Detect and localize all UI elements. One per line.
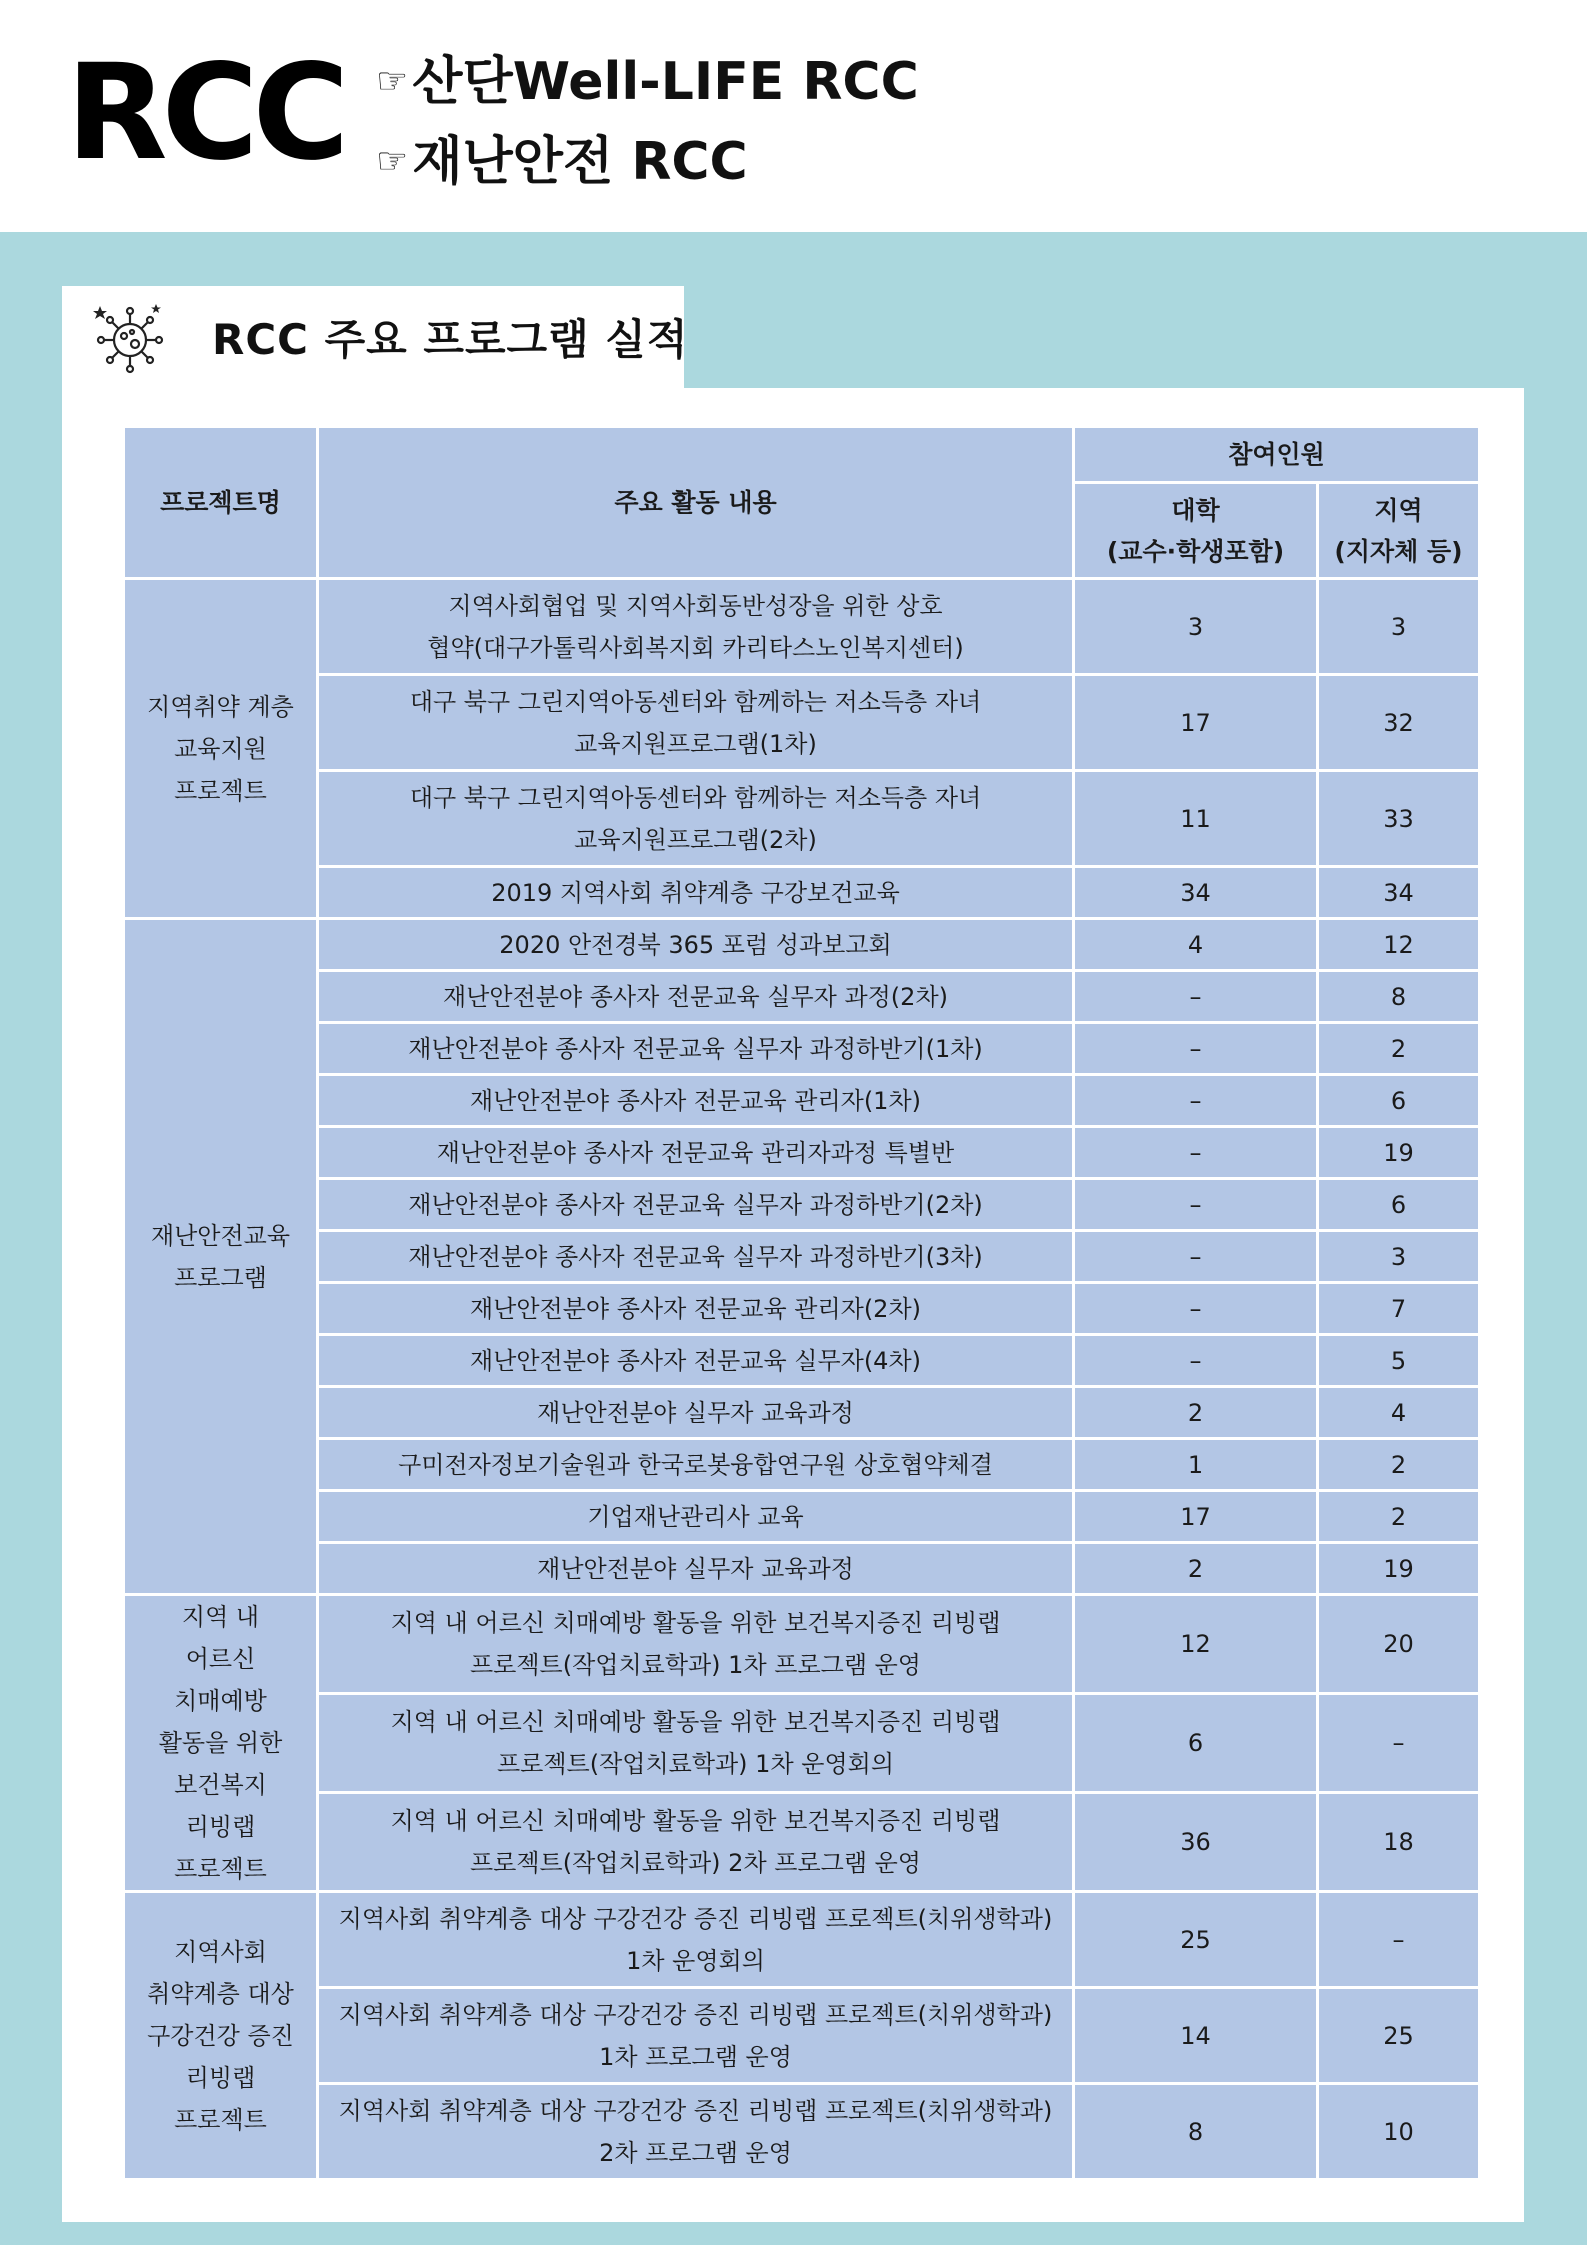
university-count-cell: – [1074, 1335, 1318, 1387]
university-count-cell: 2 [1074, 1543, 1318, 1595]
project-name-line: 구강건강 증진 [147, 2021, 294, 2050]
region-count-cell: 2 [1318, 1023, 1480, 1075]
region-count-cell: 6 [1318, 1179, 1480, 1231]
project-name-line: 프로그램 [174, 1263, 267, 1292]
table-row [124, 1179, 1480, 1231]
activity-cell [318, 919, 1074, 971]
activity-line: 지역사회 취약계층 대상 구강건강 증진 리빙랩 프로젝트(치위생학과) [338, 2000, 1053, 2029]
region-count-cell: 19 [1318, 1543, 1480, 1595]
region-count-cell: 34 [1318, 867, 1480, 919]
project-name-line: 치매예방 [174, 1687, 267, 1715]
university-count-cell: 34 [1074, 867, 1318, 919]
activity-cell [318, 579, 1074, 675]
project-name-line: 리빙랩 [185, 1813, 256, 1841]
project-name-line: 재난안전교육 [150, 1221, 291, 1250]
activity-line: 재난안전분야 종사자 전문교육 관리자과정 특별반 [436, 1138, 955, 1167]
table-row [124, 1127, 1480, 1179]
activity-cell [318, 1075, 1074, 1127]
header-region [1318, 483, 1480, 579]
header-region-line2: (지자체 등) [1334, 536, 1463, 566]
activity-line: 재난안전분야 종사자 전문교육 관리자(1차) [469, 1086, 921, 1115]
activity-cell [318, 1793, 1074, 1892]
header-region-line1: 지역 [1374, 495, 1423, 525]
region-count-cell: 7 [1318, 1283, 1480, 1335]
activity-cell [318, 1023, 1074, 1075]
table-row [124, 579, 1480, 675]
region-count-cell: 33 [1318, 771, 1480, 867]
activity-line: 재난안전분야 종사자 전문교육 관리자(2차) [469, 1294, 921, 1323]
table-row [124, 1595, 1480, 1694]
region-count-cell: 10 [1318, 2084, 1480, 2180]
program-results-table [122, 425, 1481, 2181]
activity-line: 지역 내 어르신 치매예방 활동을 위한 보건복지증진 리빙랩 [390, 1708, 1001, 1736]
university-count-cell: – [1074, 1179, 1318, 1231]
page-header [0, 0, 1587, 232]
region-count-cell: 2 [1318, 1439, 1480, 1491]
activity-line: 지역 내 어르신 치매예방 활동을 위한 보건복지증진 리빙랩 [390, 1609, 1001, 1637]
header-university-line1: 대학 [1171, 495, 1220, 525]
project-name-line: 취약계층 대상 [147, 1979, 294, 2008]
region-count-cell: 12 [1318, 919, 1480, 971]
activity-cell [318, 1892, 1074, 1988]
region-count-cell: – [1318, 1694, 1480, 1793]
activity-cell [318, 971, 1074, 1023]
activity-line: 교육지원프로그램(1차) [574, 729, 817, 758]
region-count-cell: 3 [1318, 579, 1480, 675]
activity-line: 재난안전분야 실무자 교육과정 [537, 1554, 854, 1583]
activity-line: 재난안전분야 종사자 전문교육 실무자 과정하반기(3차) [408, 1242, 983, 1271]
table-row [124, 1988, 1480, 2084]
region-count-cell: – [1318, 1892, 1480, 1988]
activity-line: 재난안전분야 종사자 전문교육 실무자(4차) [469, 1346, 921, 1375]
region-count-cell: 20 [1318, 1595, 1480, 1694]
project-name-line: 프로젝트 [174, 776, 267, 805]
virus-icon [92, 300, 168, 376]
university-count-cell: 11 [1074, 771, 1318, 867]
project-name-line: 리빙랩 [185, 2063, 256, 2092]
page-title: RCC [66, 36, 344, 190]
header-university-line2: (교수·학생포함) [1106, 536, 1285, 566]
activity-line: 재난안전분야 실무자 교육과정 [537, 1398, 854, 1427]
project-name-line: 교육지원 [174, 734, 267, 763]
university-count-cell: – [1074, 1283, 1318, 1335]
project-name-line: 지역 내 [181, 1603, 260, 1631]
activity-line: 1차 운영회의 [626, 1946, 765, 1975]
subtitle-1 [376, 42, 919, 122]
university-count-cell: 17 [1074, 675, 1318, 771]
table-row [124, 1387, 1480, 1439]
activity-line: 재난안전분야 종사자 전문교육 실무자 과정하반기(2차) [408, 1190, 983, 1219]
activity-line: 대구 북구 그린지역아동센터와 함께하는 저소득층 자녀 [409, 783, 982, 812]
university-count-cell: 6 [1074, 1694, 1318, 1793]
subtitle-2 [376, 122, 919, 202]
table-row [124, 1491, 1480, 1543]
pointing-hand-icon: ☞ [376, 61, 409, 102]
activity-line: 지역사회협업 및 지역사회동반성장을 위한 상호 [448, 591, 943, 620]
region-count-cell: 3 [1318, 1231, 1480, 1283]
table-row [124, 1023, 1480, 1075]
table-row [124, 1439, 1480, 1491]
university-count-cell: 8 [1074, 2084, 1318, 2180]
project-name-cell [124, 1892, 318, 2180]
project-name-line: 보건복지 [174, 1771, 267, 1799]
activity-cell [318, 1179, 1074, 1231]
university-count-cell: – [1074, 1023, 1318, 1075]
university-count-cell: – [1074, 1231, 1318, 1283]
project-name-line: 활동을 위한 [158, 1729, 283, 1757]
table-row [124, 2084, 1480, 2180]
activity-line: 2020 안전경북 365 포럼 성과보고회 [499, 930, 892, 959]
section-title: RCC 주요 프로그램 실적 [212, 315, 689, 364]
region-count-cell: 32 [1318, 675, 1480, 771]
activity-line: 기업재난관리사 교육 [587, 1502, 804, 1531]
table-row [124, 971, 1480, 1023]
project-name-cell [124, 1595, 318, 1892]
table-body [124, 579, 1480, 2180]
project-name-line: 프로젝트 [174, 2105, 267, 2134]
university-count-cell: – [1074, 1075, 1318, 1127]
region-count-cell: 19 [1318, 1127, 1480, 1179]
activity-cell [318, 1231, 1074, 1283]
activity-cell [318, 1595, 1074, 1694]
activity-cell [318, 1335, 1074, 1387]
activity-cell [318, 1694, 1074, 1793]
activity-cell [318, 2084, 1074, 2180]
university-count-cell: 17 [1074, 1491, 1318, 1543]
activity-line: 지역사회 취약계층 대상 구강건강 증진 리빙랩 프로젝트(치위생학과) [338, 2096, 1053, 2125]
activity-cell [318, 1439, 1074, 1491]
header-activity: 주요 활동 내용 [318, 427, 1074, 579]
activity-cell [318, 1283, 1074, 1335]
project-name-cell [124, 919, 318, 1595]
university-count-cell: 1 [1074, 1439, 1318, 1491]
subtitle-text: 산단Well-LIFE RCC [412, 52, 919, 112]
activity-line: 프로젝트(작업치료학과) 1차 운영회의 [496, 1750, 894, 1778]
activity-line: 교육지원프로그램(2차) [574, 825, 817, 854]
section-tab [62, 286, 689, 390]
header-university [1074, 483, 1318, 579]
university-count-cell: 4 [1074, 919, 1318, 971]
university-count-cell: 2 [1074, 1387, 1318, 1439]
university-count-cell: 12 [1074, 1595, 1318, 1694]
university-count-cell: 14 [1074, 1988, 1318, 2084]
table-row [124, 1793, 1480, 1892]
region-count-cell: 6 [1318, 1075, 1480, 1127]
activity-line: 대구 북구 그린지역아동센터와 함께하는 저소득층 자녀 [409, 687, 982, 716]
region-count-cell: 8 [1318, 971, 1480, 1023]
activity-line: 재난안전분야 종사자 전문교육 실무자 과정하반기(1차) [408, 1034, 983, 1063]
subtitle-text: 재난안전 RCC [412, 132, 748, 192]
subtitle-list [376, 42, 919, 202]
activity-cell [318, 675, 1074, 771]
region-count-cell: 18 [1318, 1793, 1480, 1892]
activity-cell [318, 1988, 1074, 2084]
activity-cell [318, 1387, 1074, 1439]
region-count-cell: 4 [1318, 1387, 1480, 1439]
table-row [124, 1543, 1480, 1595]
table-row [124, 1231, 1480, 1283]
table-row [124, 1892, 1480, 1988]
region-count-cell: 25 [1318, 1988, 1480, 2084]
university-count-cell: 25 [1074, 1892, 1318, 1988]
activity-cell [318, 1127, 1074, 1179]
region-count-cell: 2 [1318, 1491, 1480, 1543]
table-row [124, 771, 1480, 867]
activity-line: 2차 프로그램 운영 [599, 2138, 792, 2167]
project-name-line: 프로젝트 [174, 1855, 267, 1883]
activity-line: 1차 프로그램 운영 [599, 2042, 792, 2071]
university-count-cell: 36 [1074, 1793, 1318, 1892]
activity-cell [318, 1491, 1074, 1543]
university-count-cell: – [1074, 971, 1318, 1023]
activity-line: 2019 지역사회 취약계층 구강보건교육 [491, 878, 900, 907]
header-participants: 참여인원 [1074, 427, 1480, 483]
university-count-cell: 3 [1074, 579, 1318, 675]
region-count-cell: 5 [1318, 1335, 1480, 1387]
project-name-line: 지역사회 [174, 1937, 267, 1966]
activity-cell [318, 1543, 1074, 1595]
activity-cell [318, 867, 1074, 919]
project-name-cell [124, 579, 318, 919]
table-row [124, 1694, 1480, 1793]
pointing-hand-icon: ☞ [376, 141, 409, 182]
table-row [124, 867, 1480, 919]
university-count-cell: – [1074, 1127, 1318, 1179]
activity-line: 재난안전분야 종사자 전문교육 실무자 과정(2차) [442, 982, 948, 1011]
header-row [124, 427, 1480, 483]
activity-line: 협약(대구가톨릭사회복지회 카리타스노인복지센터) [427, 633, 964, 662]
table-row [124, 1335, 1480, 1387]
project-name-line: 어르신 [185, 1645, 256, 1673]
activity-line: 구미전자정보기술원과 한국로봇융합연구원 상호협약체결 [398, 1450, 993, 1479]
table-row [124, 675, 1480, 771]
activity-line: 프로젝트(작업치료학과) 1차 프로그램 운영 [469, 1651, 921, 1679]
activity-line: 지역 내 어르신 치매예방 활동을 위한 보건복지증진 리빙랩 [390, 1807, 1001, 1835]
activity-cell [318, 771, 1074, 867]
activity-line: 프로젝트(작업치료학과) 2차 프로그램 운영 [469, 1849, 921, 1877]
table-row [124, 1283, 1480, 1335]
project-name-line: 지역취약 계층 [147, 692, 294, 721]
header-project: 프로젝트명 [124, 427, 318, 579]
table-row [124, 1075, 1480, 1127]
activity-line: 지역사회 취약계층 대상 구강건강 증진 리빙랩 프로젝트(치위생학과) [338, 1904, 1053, 1933]
table-row [124, 919, 1480, 971]
